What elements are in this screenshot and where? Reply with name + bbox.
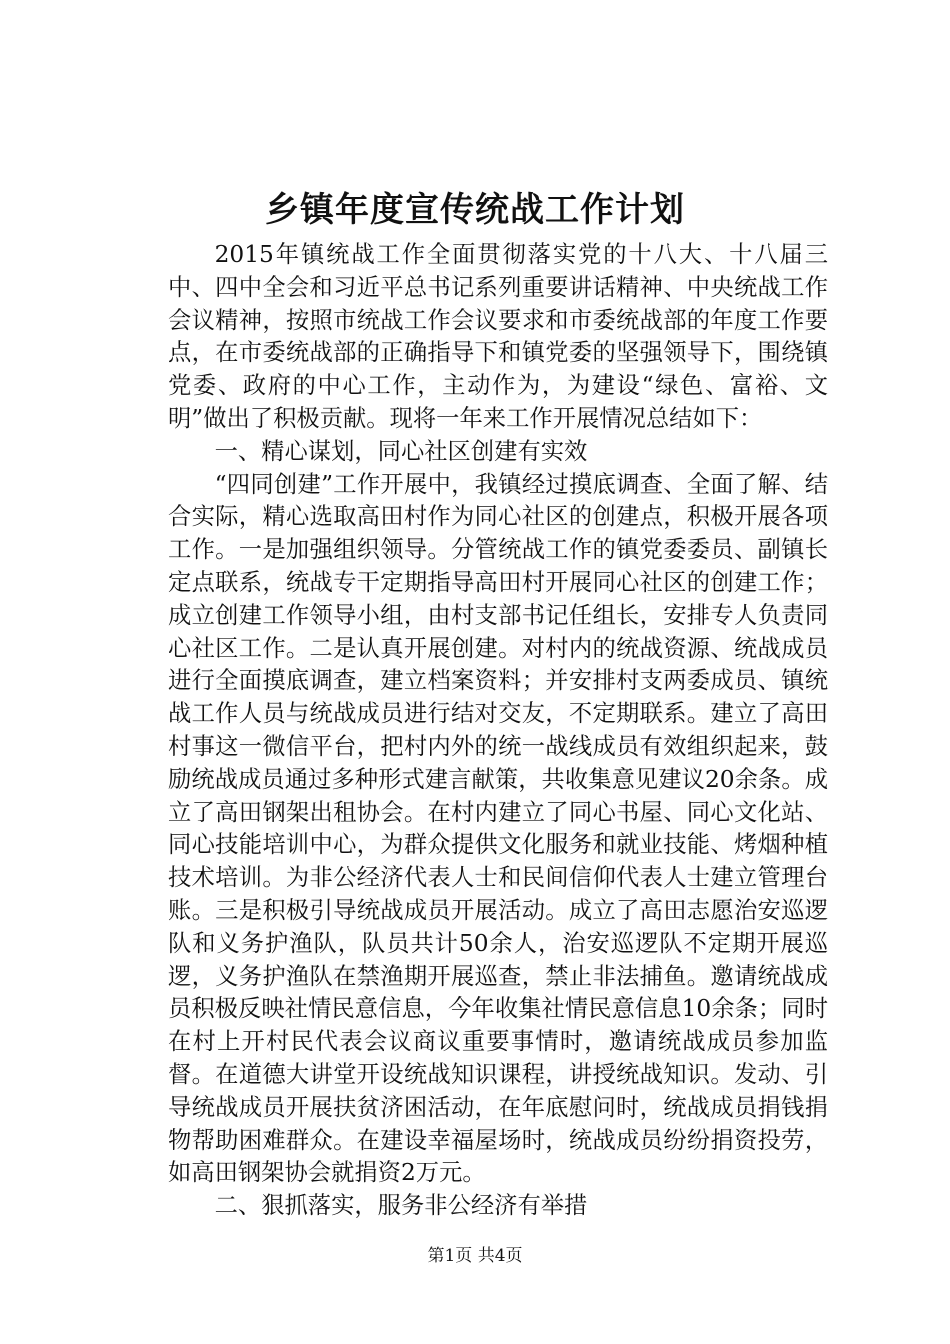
page-footer: 第1页 共4页 (427, 1246, 523, 1266)
section-1-paragraph: “四同创建”工作开展中，我镇经过摸底调查、全面了解、结合实际，精心选取高田村作为同心社区的创建点，积极开展各项工作。一是加强组织领导。分管统战工作的镇党委委员、副镇长定点联系，统战专干定期指导高田村开展同心社区的创建工作；成立创建工作领导小组，由村支部书记任组长，安排专人负责同心社区工作。二是认真开展创建。对村内的统战资源、统战成员进行全面摸底调查，建立档案资料；并安排村支两委成员、镇统战工作人员与统战成员进行结对交友，不定期联系。建立了高田村事这一微信平台，把村内外的统一战线成员有效组织起来，鼓励统战成员通过多种形式建言献策，共收集意见建议20余条。成立了高田钢架出租协会。在村内建立了同心书屋、同心文化站、同心技能培训中心，为群众提供文化服务和就业技能、烤烟种植技术培训。为非公经济代表人士和民间信仰代表人士建立管理台账。三是积极引导统战成员开展活动。成立了高田志愿治安巡逻队和义务护渔队，队员共计50余人，治安巡逻队不定期开展巡逻，义务护渔队在禁渔期开展巡查，禁止非法捕鱼。邀请统战成员积极反映社情民意信息，今年收集社情民意信息10余条；同时在村上开村民代表会议商议重要事情时，邀请统战成员参加监督。在道德大讲堂开设统战知识课程，讲授统战知识。发动、引导统战成员开展扶贫济困活动，在年底慰问时，统战成员捐钱捐物帮助困难群众。在建设幸福屋场时，统战成员纷纷捐资投劳，如高田钢架协会就捐资2万元。 (168, 470, 828, 1187)
document-body (168, 239, 828, 1223)
section-heading-1: 一、精心谋划，同心社区创建有实效 (214, 437, 588, 465)
document-title: 乡镇年度宣传统战工作计划 (265, 190, 685, 230)
intro-paragraph: 2015年镇统战工作全面贯彻落实党的十八大、十八届三中、四中全会和习近平总书记系列重要讲话精神、中央统战工作会议精神，按照市统战工作会议要求和市委统战部的年度工作要点，在市委统战部的正确指导下和镇党委的坚强领导下，围绕镇党委、政府的中心工作，主动作为，为建设“绿色、富裕、文明”做出了积极贡献。现将一年来工作开展情况总结如下： (168, 241, 828, 432)
section-heading-2: 二、狠抓落实，服务非公经济有举措 (214, 1192, 588, 1220)
